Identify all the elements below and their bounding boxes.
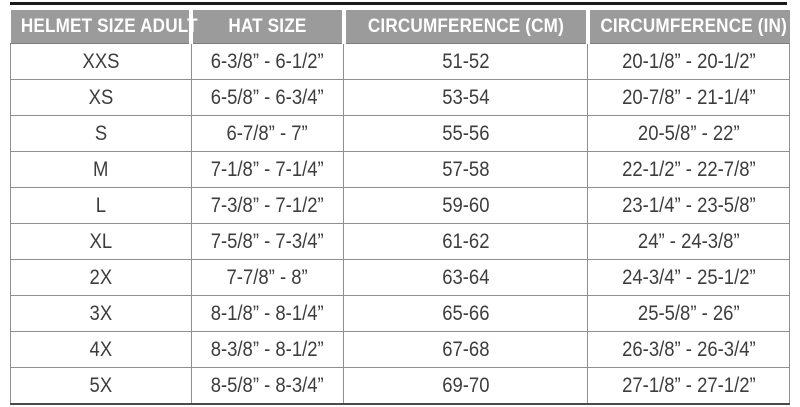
table-row-s (11, 116, 790, 152)
col-header-circumference-cm (344, 10, 588, 44)
table-row-xxs (11, 44, 790, 80)
cell-value: 6-5/8” - 6-3/4” (211, 85, 325, 109)
cell-value: 6-3/8” - 6-1/2” (211, 49, 325, 73)
cell-value: 25-5/8” - 26” (637, 301, 740, 325)
cell-value: 67-68 (442, 337, 490, 361)
helmet-size-table (10, 10, 790, 405)
cell-circumference-cm (344, 296, 588, 332)
cell-value: 8-3/8” - 8-1/2” (211, 337, 325, 361)
cell-value: 27-1/8” - 27-1/2” (621, 373, 756, 397)
cell-hat-size (191, 80, 344, 116)
cell-circumference-cm (344, 44, 588, 80)
cell-value: 7-3/8” - 7-1/2” (211, 193, 325, 217)
cell-circumference-cm (344, 116, 588, 152)
cell-value: 8-5/8” - 8-3/4” (211, 373, 325, 397)
cell-value: 26-3/8” - 26-3/4” (621, 337, 756, 361)
cell-value: 8-1/8” - 8-1/4” (211, 301, 325, 325)
cell-value: 55-56 (442, 121, 490, 145)
table-row-xl (11, 224, 790, 260)
cell-circumference-in (588, 260, 790, 296)
table-row-l (11, 188, 790, 224)
cell-helmet-size (11, 44, 192, 80)
cell-value: 63-64 (442, 265, 490, 289)
cell-value: 23-1/4” - 23-5/8” (621, 193, 756, 217)
cell-value: 65-66 (442, 301, 490, 325)
cell-value: L (95, 193, 107, 217)
cell-circumference-cm (344, 188, 588, 224)
cell-value: 2X (89, 265, 113, 289)
cell-circumference-cm (344, 152, 588, 188)
cell-circumference-cm (344, 332, 588, 368)
cell-value: XS (88, 85, 114, 109)
table-row-xs (11, 80, 790, 116)
cell-value: 53-54 (442, 85, 490, 109)
cell-circumference-cm (344, 224, 588, 260)
cell-helmet-size (11, 296, 192, 332)
cell-circumference-in (588, 368, 790, 405)
cell-value: 20-1/8” - 20-1/2” (621, 49, 756, 73)
table-body (11, 44, 790, 405)
cell-helmet-size (11, 260, 192, 296)
cell-value: 20-5/8” - 22” (637, 121, 740, 145)
cell-value: S (94, 121, 108, 145)
cell-value: 5X (89, 373, 113, 397)
cell-hat-size (191, 116, 344, 152)
cell-circumference-cm (344, 368, 588, 405)
cell-value: 20-7/8” - 21-1/4” (621, 85, 756, 109)
col-header-circumference-cm-label: CIRCUMFERENCE (CM) (367, 15, 564, 37)
cell-value: 24-3/4” - 25-1/2” (621, 265, 756, 289)
cell-value: 59-60 (442, 193, 490, 217)
cell-value: XXS (82, 49, 120, 73)
cell-circumference-in (588, 296, 790, 332)
cell-value: 3X (89, 301, 113, 325)
cell-value: 7-7/8” - 8” (226, 265, 309, 289)
cell-value: 57-58 (442, 157, 490, 181)
cell-value: 7-1/8” - 7-1/4” (211, 157, 325, 181)
cell-circumference-in (588, 116, 790, 152)
cell-helmet-size (11, 116, 192, 152)
cell-value: 61-62 (442, 229, 490, 253)
table-row-5x (11, 368, 790, 405)
cell-hat-size (191, 368, 344, 405)
cell-circumference-in (588, 332, 790, 368)
cell-hat-size (191, 188, 344, 224)
cell-hat-size (191, 152, 344, 188)
col-header-circumference-in-label: CIRCUMFERENCE (IN) (600, 15, 787, 37)
cell-hat-size (191, 260, 344, 296)
cell-value: 24” - 24-3/8” (637, 229, 740, 253)
cell-helmet-size (11, 332, 192, 368)
cell-hat-size (191, 44, 344, 80)
top-rule-divider (10, 2, 787, 5)
table-row-3x (11, 296, 790, 332)
cell-value: XL (89, 229, 113, 253)
cell-circumference-in (588, 80, 790, 116)
cell-circumference-cm (344, 260, 588, 296)
cell-helmet-size (11, 188, 192, 224)
cell-circumference-cm (344, 80, 588, 116)
cell-circumference-in (588, 224, 790, 260)
cell-value: M (93, 157, 109, 181)
col-header-hat-size (191, 10, 344, 44)
cell-value: 4X (89, 337, 113, 361)
cell-value: 22-1/2” - 22-7/8” (621, 157, 756, 181)
col-header-circumference-in (588, 10, 790, 44)
col-header-helmet-size-label: HELMET SIZE ADULT (20, 15, 198, 37)
table-row-m (11, 152, 790, 188)
cell-circumference-in (588, 152, 790, 188)
cell-hat-size (191, 296, 344, 332)
table-header (11, 10, 790, 44)
table-row-2x (11, 260, 790, 296)
cell-hat-size (191, 224, 344, 260)
cell-helmet-size (11, 224, 192, 260)
cell-value: 69-70 (442, 373, 490, 397)
cell-helmet-size (11, 368, 192, 405)
cell-value: 7-5/8” - 7-3/4” (211, 229, 325, 253)
table-row-4x (11, 332, 790, 368)
cell-value: 6-7/8” - 7” (226, 121, 309, 145)
cell-circumference-in (588, 188, 790, 224)
cell-hat-size (191, 332, 344, 368)
header-row (11, 10, 790, 44)
col-header-hat-size-label: HAT SIZE (228, 15, 307, 37)
cell-helmet-size (11, 80, 192, 116)
cell-value: 51-52 (442, 49, 490, 73)
cell-helmet-size (11, 152, 192, 188)
col-header-helmet-size (11, 10, 198, 44)
cell-circumference-in (588, 44, 790, 80)
